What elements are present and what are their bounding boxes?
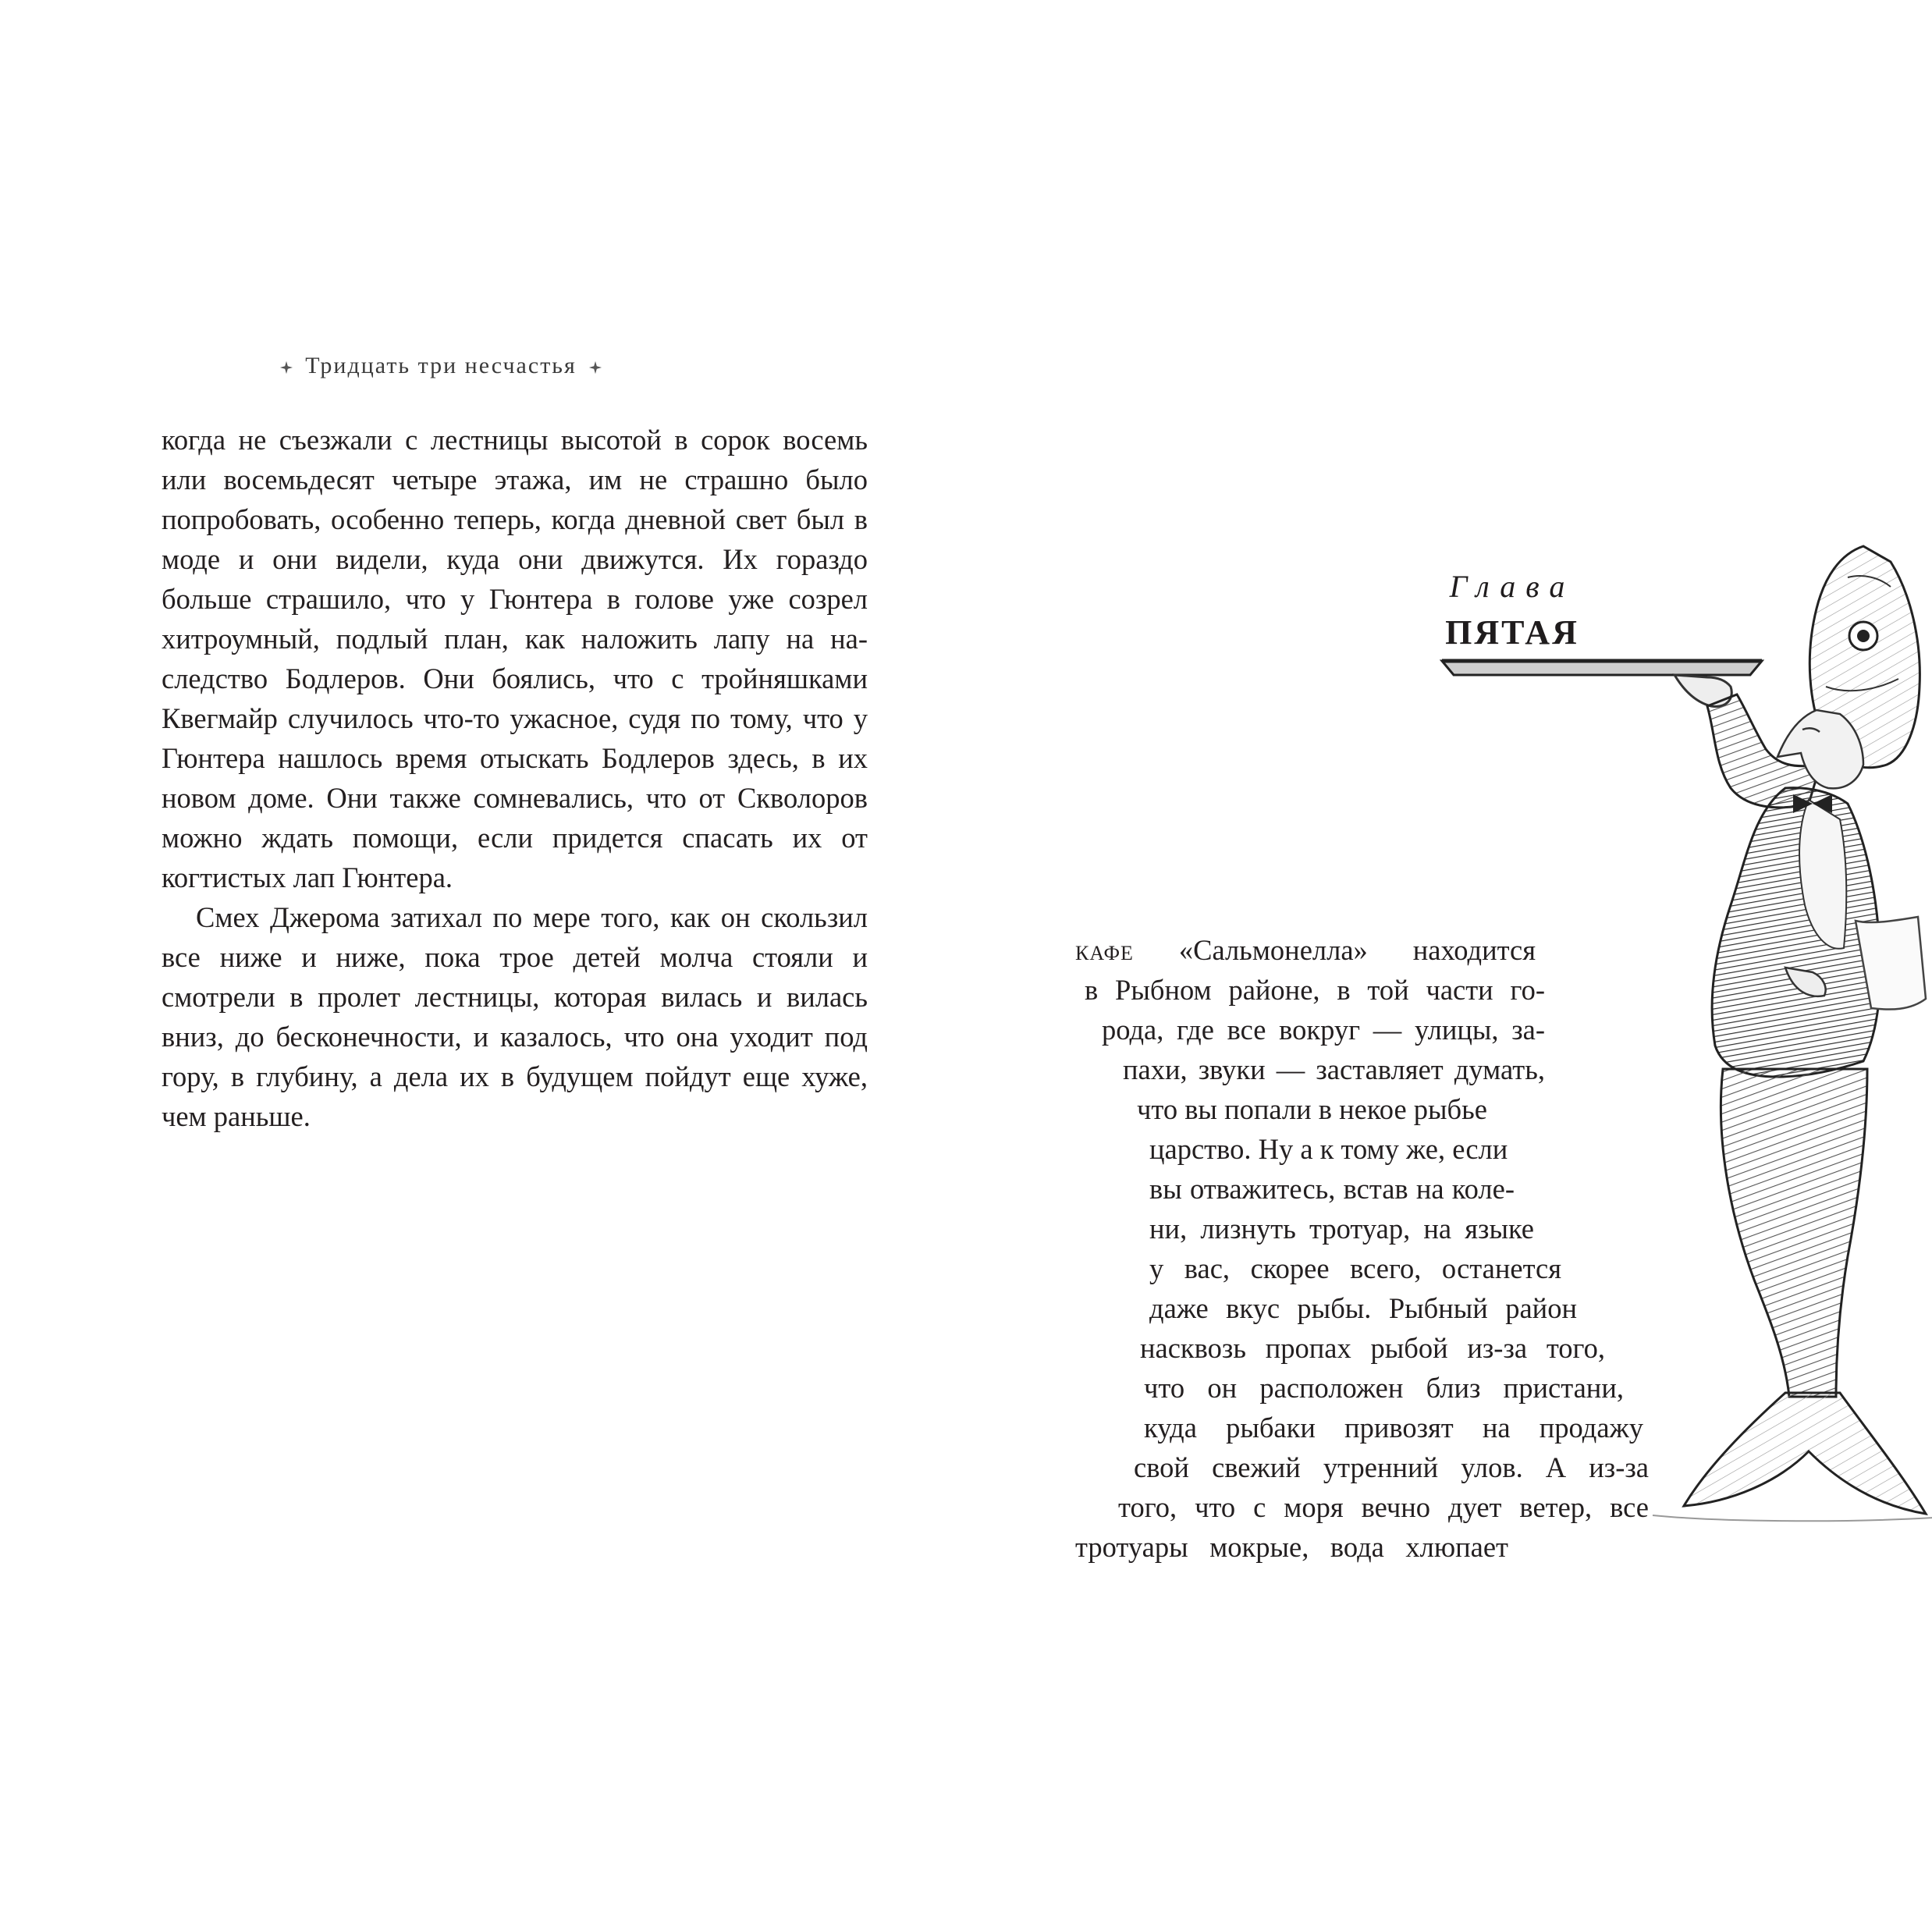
- left-body-text: [162, 420, 868, 1136]
- text-line: ни, лизнуть тротуар, на языке: [1149, 1213, 1534, 1245]
- tail-fin: [1684, 1393, 1926, 1514]
- text-line: того, что с моря вечно дует ветер, все: [1118, 1491, 1649, 1523]
- text-line: [1075, 930, 1536, 970]
- ornament-icon: [279, 360, 293, 375]
- text-line: насквозь пропах рыбой из-за того,: [1140, 1332, 1605, 1364]
- text-line: у вас, скорее всего, останется: [1149, 1252, 1561, 1284]
- paragraph: Смех Джерома затихал по мере того, как он скользил все ниже и ниже, пока трое детей молча стояли и смотрели в пролет лестницы, которая вилась и вилась вниз, до бесконечности, и казалось, что она уходит под гору, в глубину, а дела их в будущем пойдут еще хуже, чем раньше.: [162, 901, 868, 1132]
- chapter-word: Глава: [1449, 569, 1575, 604]
- ground-shadow: [1653, 1515, 1932, 1521]
- text-line: куда рыбаки привозят на продажу: [1144, 1412, 1643, 1444]
- right-page: [966, 0, 1932, 1932]
- text-line: что вы попали в некое рыбье: [1137, 1093, 1487, 1125]
- ornament-icon: [588, 360, 602, 375]
- text-line: в Рыбном районе, в той части го-: [1085, 974, 1545, 1006]
- text-line: рода, где все вокруг — улицы, за-: [1102, 1014, 1545, 1046]
- text-line: вы отважитесь, встав на коле-: [1149, 1173, 1515, 1205]
- text-line: тротуары мокрые, вода хлюпает: [1075, 1531, 1508, 1563]
- paragraph: когда не съезжали с лестницы высотой в сорок восемь или восемьдесят четыре этажа, им не страшно было попробовать, особенно теперь, когда дневной свет был в моде и они видели, куда они движутся. Их гораздо больше страшило, что у Гюнтера в голове уже созрел хитроумный, подлый план, как наложить лапу на наследство Бодлеров. Они боялись, что с тройняшками Квегмайр случилось что-то ужасное, судя по тому, что у Гюнтера нашлось время отыскать Бодлеров здесь, в их новом доме. Они также сомневались, что от Скволоров можно ждать помощи, если придется спасать их от когтистых лап Гюнтера.: [162, 424, 868, 893]
- right-body-text: [1075, 930, 1649, 1567]
- jacket: [1712, 788, 1881, 1077]
- chapter-number: ПЯТАЯ: [1445, 613, 1579, 652]
- text-line: даже вкус рыбы. Рыбный район: [1149, 1292, 1577, 1324]
- tray: [1442, 661, 1762, 675]
- text-line: свой свежий утренний улов. А из-за: [1134, 1451, 1649, 1483]
- running-head: [156, 353, 726, 379]
- text-line: что он расположен близ пристани,: [1144, 1372, 1624, 1404]
- lead-small-caps: кафе: [1075, 934, 1134, 966]
- legs: [1721, 1069, 1867, 1397]
- text-line-content: «Сальмонелла» находится: [1133, 934, 1536, 966]
- text-line: пахи, звуки — заставляет думать,: [1123, 1053, 1545, 1085]
- running-head-title: Тридцать три несчастья: [305, 353, 577, 378]
- text-line: царство. Ну а к тому же, если: [1149, 1133, 1508, 1165]
- chapter-heading: [1348, 568, 1676, 652]
